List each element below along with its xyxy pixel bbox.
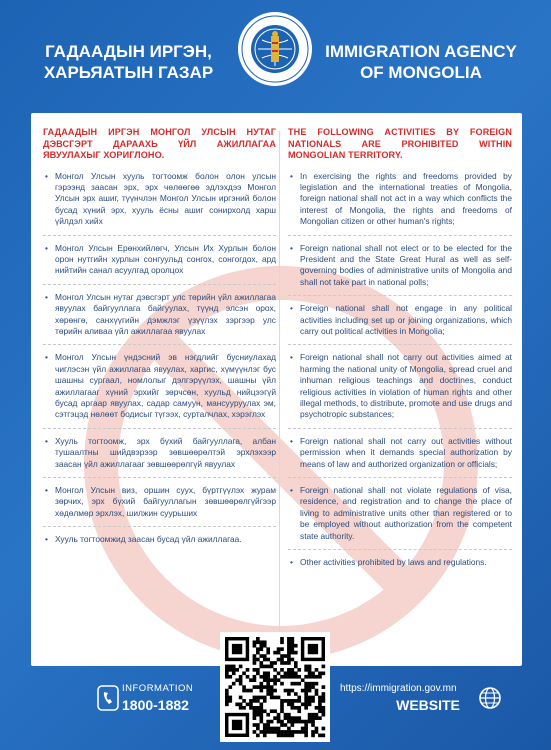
- agency-emblem-icon: [236, 10, 314, 88]
- content-card: [31, 113, 522, 666]
- mongolian-title: ГАДААДЫН ИРГЭН МОНГОЛ УЛСЫН НУТАГ ДЭВСГЭРТ ДАРААХЬ ҮЙЛ АЖИЛЛАГАА ЯВУУЛАХЫГ ХОРИГЛОНО.: [43, 127, 276, 160]
- list-item: • Foreign national shall not engage in any political activities including set up or joining organizations, which carry out political activities in Mongolia;: [288, 303, 512, 345]
- qr-code-icon: [220, 632, 330, 742]
- website-label[interactable]: WEBSITE: [396, 697, 460, 713]
- information-label: INFORMATION: [122, 683, 194, 694]
- website-url[interactable]: https://immigration.gov.mn: [340, 683, 457, 694]
- agency-name-en-line1: IMMIGRATION AGENCY: [325, 42, 517, 61]
- list-item: • Монгол Улсын хууль тогтоомж болон олон улсын гэрээнд заасан эрх, эрх чөлөөгөө эдлэхдээ Монгол Улсын эрх ашиг, түүнчлэн Монгол Улсын иргэний болон бусад хүний эрх, хууль ёсны ашиг сонирхолд харш үйлдэл хийх: [43, 171, 276, 236]
- english-title: THE FOLLOWING ACTIVITIES BY FOREIGN NATIONALS ARE PROHIBITED WITHIN MONGOLIAN TERRITORY.: [288, 127, 512, 160]
- agency-name-mn: [26, 41, 231, 83]
- list-item: • Монгол Улсын виз, оршин суух, бүртгүүлэх журам зөрчих, эрх бүхий байгууллагын зөвшөөрөлгүйгээр хөдөлмөр эрхлэх, шилжин суурьших: [43, 485, 276, 527]
- agency-name-mn-line1: ГАДААДЫН ИРГЭН,: [45, 42, 212, 61]
- qr-code[interactable]: [220, 632, 330, 742]
- list-item: • Монгол Улсын үндэсний эв нэгдлийг бусниулахад чиглэсэн үйл ажиллагаа явуулах, харгис, хүмүүнлэг бус шашны сургаал, номлолыг дэлгэрүүлэх, шашны үйл ажиллагааг хүний эрхийг зөрчсөн, хуульд нийцээгүй бусад аргаар явуулах, садар самуун, мансууруулах эм, сэтгэцэд нөлөөт бодисыг түгээх, сурталчлах, хэрэглэх: [43, 352, 276, 428]
- english-column: [288, 127, 512, 582]
- list-item: • Foreign national shall not elect or to be elected for the President and the State Great Hural as well as self-governing bodies of administrative units of Mongolia and shall not take part in national polls;: [288, 243, 512, 297]
- list-item: • Монгол Улсын нутаг дэвсгэрт улс төрийн үйл ажиллагаа явуулах байгууллага байгуулах, түүнд элсэн орох, хөрөнгө, санхүүгийн дэмжлэг үзүүлэх зэргээр улс төрийн аливаа үйл ажиллагаа явуулах: [43, 292, 276, 346]
- phone-icon: [97, 685, 119, 711]
- list-item: • Хууль тогтоомжид заасан бусад үйл ажиллагаа.: [43, 534, 276, 552]
- mongolian-column: [43, 127, 276, 560]
- list-item: • Other activities prohibited by laws and regulations.: [288, 557, 512, 575]
- information-phone-number[interactable]: 1800-1882: [122, 697, 189, 713]
- list-item: • Foreign national shall not violate regulations of visa, residence, and registration and to change the place of living to administrative units other than registered or to be employed without authorization from the competent state authority.: [288, 485, 512, 550]
- list-item: • In exercising the rights and freedoms provided by legislation and the international treaties of Mongolia, foreign national shall not act in a way which conflicts the interest of Mongolia, the rights and freedoms of Mongolian citizen or other human's rights;: [288, 171, 512, 236]
- header: [0, 0, 551, 108]
- agency-name-en: [316, 41, 526, 83]
- list-item: • Хууль тогтоомж, эрх бүхий байгууллага, албан тушаалтны шийдвэрээр зөвшөөрөлтэй эрхлэхээр заасан үйл ажиллагааг зөвшөөрөлгүй явуулах: [43, 436, 276, 478]
- column-divider: [279, 131, 280, 659]
- agency-name-mn-line2: ХАРЬЯАТЫН ГАЗАР: [43, 63, 214, 82]
- list-item: • Монгол Улсын Ерөнхийлөгч, Улсын Их Хурлын болон орон нутгийн хурлын сонгуульд сонгох, сонгогдох, ард нийтийн санал асуулгад оролцох: [43, 243, 276, 285]
- agency-name-en-line2: OF MONGOLIA: [360, 63, 482, 82]
- list-item: • Foreign national shall not carry out activities aimed at harming the national unity of Mongolia, spread cruel and inhuman religious teachings and doctrines, conduct religious activities in violation of human rights and other illegal methods, to distribute, promote and use drugs and psychotropic substances;: [288, 352, 512, 428]
- list-item: • Foreign national shall not carry out activities without permission when it demands special authorization by means of law and authorized organization or officials;: [288, 436, 512, 478]
- globe-icon: [478, 686, 502, 710]
